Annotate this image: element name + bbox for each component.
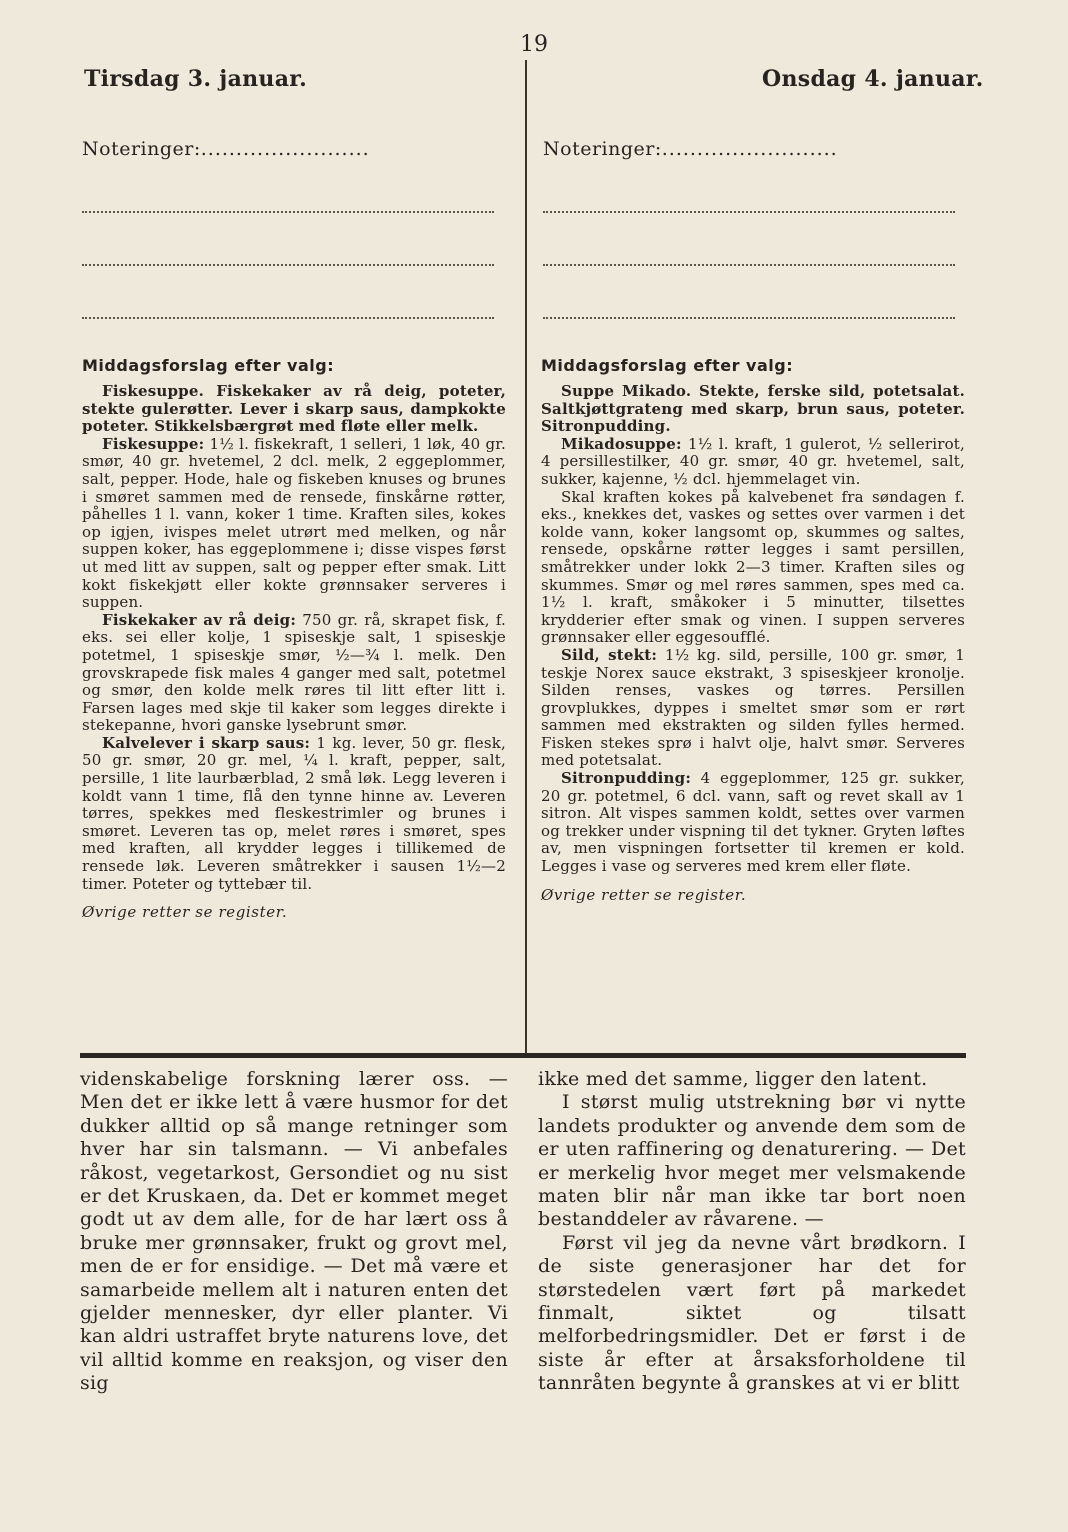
essay-paragraph: I størst mulig utstrekning bør vi nytte landets produkter og anvende dem som de er uten raffinering og denaturering. — Det er merkelig hvor meget mer velsmakende maten blir når man ikke tar bort noen bestanddeler av råvarene. — — [538, 1091, 966, 1231]
column-divider — [525, 60, 527, 1054]
recipe — [541, 770, 965, 876]
menu-body — [541, 383, 965, 876]
notes-label: Noteringer: — [82, 138, 201, 160]
recipe — [82, 612, 506, 735]
notes-section-left — [82, 138, 512, 319]
essay-paragraph: Først vil jeg da nevne vårt brødkorn. I de siste generasjoner har det for størstedelen vært ført på markedet finmalt, siktet og tilsatt melforbedringsmidler. Det er først i de siste år efter at årsaksforholdene til tannråten begynte å granskes at vi er blitt — [538, 1231, 966, 1395]
notes-line[interactable] — [82, 210, 494, 213]
section-rule — [80, 1053, 966, 1058]
notes-section-right — [543, 138, 973, 319]
notes-line[interactable] — [82, 316, 494, 319]
menu-section-left — [82, 356, 506, 921]
day-title-tuesday: Tirsdag 3. januar. — [84, 66, 308, 92]
menu-body — [82, 383, 506, 893]
recipe-name: Fiskekaker av rå deig: — [102, 610, 297, 629]
notes-label: Noteringer: — [543, 138, 662, 160]
recipe-text: 750 gr. rå, skrapet fisk, f. eks. sei eller kolje, 1 spiseskje salt, 1 spiseskje potetmel, 1 spiseskje smør, ½—¾ l. melk. Den grovskrapede fisk males 4 ganger med salt, potetmel og smør, den kolde melk røres til litt efter litt i. Farsen lages med skje til kaker som legges direkte i stekepanne, hvori ganske lysebrunt smør. — [82, 610, 507, 735]
essay-paragraph: ikke med det samme, ligger den latent. — [538, 1068, 928, 1090]
recipe-name: Kalvelever i skarp saus: — [102, 733, 311, 752]
recipe-name: Mikadosuppe: — [561, 434, 682, 453]
notes-line[interactable] — [82, 263, 494, 266]
notes-dots: ......................... — [661, 138, 838, 160]
notes-line[interactable] — [543, 316, 955, 319]
recipe — [541, 436, 965, 489]
notes-line[interactable] — [543, 210, 955, 213]
recipe-text: 1½ l. fiskekraft, 1 selleri, 1 løk, 40 gr. smør, 40 gr. hvetemel, 2 dcl. melk, 2 eggeplommer, salt, pepper. Hode, hale og fiskeben knuses og brunes i smøret sammen med de rensede, finskårne røtter, påhelles 1 l. vann, koker 1 time. Kraften siles, kokes op igjen, ivispes melet utrørt med melken, og når suppen koker, has eggeplommene i; disse vispes først ut med litt av suppen, salt og pepper efter smak. Litt kokt fiskekjøtt eller kokte grønnsaker serveres i suppen. — [82, 434, 506, 612]
recipe-text: Skal kraften kokes på kalvebenet fra søndagen f. eks., knekkes det, vaskes og settes over varmen i det kolde vann, koker langsomt op, skummes og saltes, rensede, opskårne røtter legges i samt persillen, småtrekker under lokk 2—3 timer. Kraften siles og skummes. Smør og mel røres sammen, spes med ca. 1½ l. kraft, småkoker i 5 minutter, tilsettes krydderier efter smak og vinen. I suppen serveres grønnsaker eller eggesoufflé. — [541, 487, 965, 647]
essay-column-right — [538, 1068, 966, 1396]
recipe-name: Sild, stekt: — [561, 645, 658, 664]
recipe — [541, 489, 965, 647]
recipe-text: 1½ l. kraft, 1 gulerot, ½ sellerirot, 4 persillestilker, 40 gr. smør, 40 gr. hvetemel, salt, sukker, kajenne, ½ dcl. hjemmelaget vin. — [541, 434, 965, 488]
recipe-text: 1 kg. lever, 50 gr. flesk, 50 gr. smør, 20 gr. mel, ¼ l. kraft, pepper, salt, persille, 1 lite laurbærblad, 2 små løk. Legg leveren i koldt vann 1 time, flå den tynne hinne av. Leveren tørres, spekkes med fleskestrimler og brunes i smøret. Leveren tas op, melet røres i smøret, spes med kraften, all krydder legges i tillikemed de rensede løk. Leveren småtrekker i sausen 1½—2 timer. Poteter og tyttebær til. — [82, 733, 506, 893]
recipe — [82, 735, 506, 893]
menu-section-right — [541, 356, 965, 904]
recipe — [82, 436, 506, 612]
essay-paragraph: videnskabelige forskning lærer oss. — Men det er ikke lett å være husmor for det dukker alltid op så mange retninger som hver har sin talsmann. — Vi anbefales råkost, vegetarkost, Gersondiet og nu sist er det Kruskaen, da. Det er kommet meget godt ut av dem alle, for de har lært oss å bruke mer grønnsaker, frukt og grovt mel, men de er for ensidige. — Det må være et samarbeide mellem alt i naturen enten det gjelder mennesker, dyr eller planter. Vi kan aldri ustraffet bryte naturens love, det vil alltid komme en reaksjon, og viser den sig — [80, 1068, 508, 1395]
recipe-name: Sitronpudding: — [561, 769, 692, 788]
menu-heading: Middagsforslag efter valg: — [82, 356, 335, 375]
day-title-wednesday: Onsdag 4. januar. — [762, 66, 984, 92]
recipe-name: Fiskesuppe: — [102, 434, 205, 453]
menu-footer: Øvrige retter se register. — [82, 903, 288, 922]
menu-intro: Suppe Mikado. Stekte, ferske sild, potetsalat. Saltkjøttgrateng med skarp, brun saus, poteter. Sitronpudding. — [541, 382, 965, 436]
recipe-text: 1½ kg. sild, persille, 100 gr. smør, 1 teskje Norex sauce ekstrakt, 3 spiseskjeer kronolje. Silden renses, vaskes og tørres. Persillen grovplukkes, dyppes i smeltet smør som er rørt sammen med ekstrakten og silden fylles hermed. Fisken stekes sprø i halvt olje, halvt smør. Serveres med potetsalat. — [541, 645, 966, 770]
menu-footer: Øvrige retter se register. — [541, 885, 747, 904]
recipe-text: 4 eggeplommer, 125 gr. sukker, 20 gr. potetmel, 6 dcl. vann, saft og revet skall av 1 sitron. Alt vispes sammen koldt, settes over varmen og trekker under vispning til det tykner. Gryten løftes av, men vispningen fortsetter til kremen er kold. Legges i vase og serveres med krem eller fløte. — [541, 769, 965, 876]
essay-column-left — [80, 1068, 508, 1396]
recipe — [541, 647, 965, 770]
page-number: 19 — [520, 32, 548, 57]
menu-heading: Middagsforslag efter valg: — [541, 356, 794, 375]
menu-intro: Fiskesuppe. Fiskekaker av rå deig, poteter, stekte gulerøtter. Lever i skarp saus, dampkokte poteter. Stikkelsbærgrøt med fløte eller melk. — [82, 382, 506, 436]
notes-line[interactable] — [543, 263, 955, 266]
notes-dots: ........................ — [200, 138, 370, 160]
